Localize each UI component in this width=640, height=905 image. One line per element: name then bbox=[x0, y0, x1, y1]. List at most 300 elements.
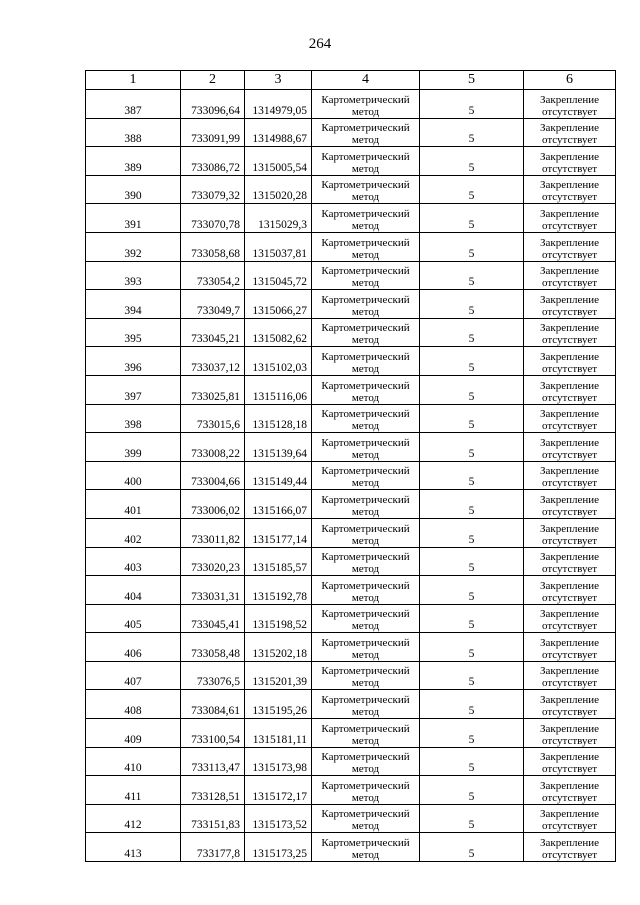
method-line-1: Картометрический bbox=[321, 150, 410, 163]
fixing-cell bbox=[524, 490, 616, 519]
y-coordinate: 1315139,64 bbox=[245, 433, 312, 462]
method-line-2: метод bbox=[351, 477, 380, 490]
x-coordinate: 733004,66 bbox=[181, 461, 245, 490]
fixing-cell bbox=[524, 661, 616, 690]
y-coordinate: 1315037,81 bbox=[245, 232, 312, 261]
fixing-cell bbox=[524, 175, 616, 204]
method-line-1: Картометрический bbox=[321, 293, 410, 306]
fixing-cell bbox=[524, 633, 616, 662]
table-row bbox=[86, 433, 616, 462]
method-line-2: метод bbox=[351, 162, 380, 175]
fixing-line-1: Закрепление bbox=[539, 808, 600, 821]
table-row bbox=[86, 747, 616, 776]
table-row bbox=[86, 604, 616, 633]
method-line-2: метод bbox=[351, 706, 380, 719]
fixing-line-1: Закрепление bbox=[539, 465, 600, 478]
fixing-cell bbox=[524, 375, 616, 404]
x-coordinate: 733045,41 bbox=[181, 604, 245, 633]
method-line-2: метод bbox=[351, 534, 380, 547]
method-cell bbox=[312, 490, 420, 519]
fixing-line-1: Закрепление bbox=[539, 408, 600, 421]
method-line-2: метод bbox=[351, 677, 380, 690]
column-header-5: 5 bbox=[420, 71, 524, 90]
method-cell bbox=[312, 347, 420, 376]
method-line-2: метод bbox=[351, 420, 380, 433]
fixing-line-2: отсутствует bbox=[541, 677, 598, 690]
accuracy-value: 5 bbox=[420, 118, 524, 147]
table-row bbox=[86, 318, 616, 347]
method-line-2: метод bbox=[351, 334, 380, 347]
method-line-2: метод bbox=[351, 248, 380, 261]
method-line-1: Картометрический bbox=[321, 207, 410, 220]
method-line-1: Картометрический bbox=[321, 236, 410, 249]
fixing-line-2: отсутствует bbox=[541, 191, 598, 204]
fixing-cell bbox=[524, 433, 616, 462]
y-coordinate: 1315181,11 bbox=[245, 719, 312, 748]
table-row bbox=[86, 776, 616, 805]
table-row bbox=[86, 375, 616, 404]
y-coordinate: 1315005,54 bbox=[245, 147, 312, 176]
point-number: 387 bbox=[86, 90, 181, 119]
x-coordinate: 733015,6 bbox=[181, 404, 245, 433]
method-line-2: метод bbox=[351, 648, 380, 661]
y-coordinate: 1315173,52 bbox=[245, 804, 312, 833]
fixing-line-1: Закрепление bbox=[539, 493, 600, 506]
method-line-1: Картометрический bbox=[321, 436, 410, 449]
accuracy-value: 5 bbox=[420, 833, 524, 862]
point-number: 390 bbox=[86, 175, 181, 204]
y-coordinate: 1315192,78 bbox=[245, 576, 312, 605]
fixing-cell bbox=[524, 147, 616, 176]
table-row bbox=[86, 461, 616, 490]
method-cell bbox=[312, 290, 420, 319]
method-cell bbox=[312, 90, 420, 119]
x-coordinate: 733037,12 bbox=[181, 347, 245, 376]
fixing-line-1: Закрепление bbox=[539, 207, 600, 220]
fixing-line-1: Закрепление bbox=[539, 93, 600, 106]
method-line-1: Картометрический bbox=[321, 122, 410, 135]
fixing-line-1: Закрепление bbox=[539, 350, 600, 363]
method-line-1: Картометрический bbox=[321, 551, 410, 564]
x-coordinate: 733100,54 bbox=[181, 719, 245, 748]
point-number: 395 bbox=[86, 318, 181, 347]
column-header-6: 6 bbox=[524, 71, 616, 90]
fixing-line-2: отсутствует bbox=[541, 134, 598, 147]
accuracy-value: 5 bbox=[420, 633, 524, 662]
method-cell bbox=[312, 804, 420, 833]
accuracy-value: 5 bbox=[420, 433, 524, 462]
y-coordinate: 1315102,03 bbox=[245, 347, 312, 376]
x-coordinate: 733058,48 bbox=[181, 633, 245, 662]
fixing-cell bbox=[524, 833, 616, 862]
point-number: 413 bbox=[86, 833, 181, 862]
method-line-2: метод bbox=[351, 791, 380, 804]
y-coordinate: 1315166,07 bbox=[245, 490, 312, 519]
fixing-line-2: отсутствует bbox=[541, 277, 598, 290]
fixing-cell bbox=[524, 547, 616, 576]
y-coordinate: 1315045,72 bbox=[245, 261, 312, 290]
fixing-line-2: отсутствует bbox=[541, 791, 598, 804]
fixing-cell bbox=[524, 576, 616, 605]
fixing-line-2: отсутствует bbox=[541, 849, 598, 862]
table-row bbox=[86, 690, 616, 719]
y-coordinate: 1315173,98 bbox=[245, 747, 312, 776]
x-coordinate: 733070,78 bbox=[181, 204, 245, 233]
table-row bbox=[86, 261, 616, 290]
method-line-2: метод bbox=[351, 505, 380, 518]
fixing-line-1: Закрепление bbox=[539, 293, 600, 306]
table-row bbox=[86, 290, 616, 319]
fixing-line-2: отсутствует bbox=[541, 248, 598, 261]
x-coordinate: 733177,8 bbox=[181, 833, 245, 862]
method-cell bbox=[312, 318, 420, 347]
method-line-1: Картометрический bbox=[321, 694, 410, 707]
table-row bbox=[86, 719, 616, 748]
method-line-2: метод bbox=[351, 763, 380, 776]
method-line-1: Картометрический bbox=[321, 322, 410, 335]
y-coordinate: 1315195,26 bbox=[245, 690, 312, 719]
method-line-1: Картометрический bbox=[321, 636, 410, 649]
fixing-line-2: отсутствует bbox=[541, 534, 598, 547]
fixing-cell bbox=[524, 232, 616, 261]
fixing-cell bbox=[524, 404, 616, 433]
method-cell bbox=[312, 404, 420, 433]
method-cell bbox=[312, 232, 420, 261]
accuracy-value: 5 bbox=[420, 290, 524, 319]
fixing-line-1: Закрепление bbox=[539, 636, 600, 649]
fixing-cell bbox=[524, 461, 616, 490]
accuracy-value: 5 bbox=[420, 518, 524, 547]
x-coordinate: 733091,99 bbox=[181, 118, 245, 147]
page-number: 264 bbox=[308, 36, 332, 52]
method-cell bbox=[312, 633, 420, 662]
method-line-1: Картометрический bbox=[321, 808, 410, 821]
fixing-cell bbox=[524, 347, 616, 376]
method-cell bbox=[312, 518, 420, 547]
point-number: 392 bbox=[86, 232, 181, 261]
fixing-line-2: отсутствует bbox=[541, 734, 598, 747]
column-header-2: 2 bbox=[181, 71, 245, 90]
fixing-line-2: отсутствует bbox=[541, 563, 598, 576]
method-cell bbox=[312, 690, 420, 719]
accuracy-value: 5 bbox=[420, 90, 524, 119]
point-number: 398 bbox=[86, 404, 181, 433]
fixing-line-2: отсутствует bbox=[541, 448, 598, 461]
point-number: 407 bbox=[86, 661, 181, 690]
fixing-line-2: отсутствует bbox=[541, 219, 598, 232]
x-coordinate: 733084,61 bbox=[181, 690, 245, 719]
table-row bbox=[86, 404, 616, 433]
coordinates-table bbox=[85, 70, 616, 862]
x-coordinate: 733113,47 bbox=[181, 747, 245, 776]
accuracy-value: 5 bbox=[420, 375, 524, 404]
accuracy-value: 5 bbox=[420, 232, 524, 261]
table-row bbox=[86, 90, 616, 119]
x-coordinate: 733076,5 bbox=[181, 661, 245, 690]
y-coordinate: 1315173,25 bbox=[245, 833, 312, 862]
fixing-cell bbox=[524, 690, 616, 719]
y-coordinate: 1315201,39 bbox=[245, 661, 312, 690]
method-line-2: метод bbox=[351, 305, 380, 318]
y-coordinate: 1315116,06 bbox=[245, 375, 312, 404]
y-coordinate: 1315128,18 bbox=[245, 404, 312, 433]
method-cell bbox=[312, 576, 420, 605]
x-coordinate: 733058,68 bbox=[181, 232, 245, 261]
fixing-cell bbox=[524, 518, 616, 547]
fixing-line-2: отсутствует bbox=[541, 334, 598, 347]
accuracy-value: 5 bbox=[420, 690, 524, 719]
fixing-cell bbox=[524, 719, 616, 748]
fixing-line-1: Закрепление bbox=[539, 122, 600, 135]
column-header-1: 1 bbox=[86, 71, 181, 90]
method-line-1: Картометрический bbox=[321, 493, 410, 506]
point-number: 405 bbox=[86, 604, 181, 633]
y-coordinate: 1315185,57 bbox=[245, 547, 312, 576]
accuracy-value: 5 bbox=[420, 490, 524, 519]
header-row bbox=[86, 71, 616, 90]
fixing-line-1: Закрепление bbox=[539, 522, 600, 535]
table-row bbox=[86, 833, 616, 862]
x-coordinate: 733128,51 bbox=[181, 776, 245, 805]
method-line-1: Картометрический bbox=[321, 408, 410, 421]
x-coordinate: 733020,23 bbox=[181, 547, 245, 576]
point-number: 393 bbox=[86, 261, 181, 290]
point-number: 409 bbox=[86, 719, 181, 748]
y-coordinate: 1315202,18 bbox=[245, 633, 312, 662]
table-row bbox=[86, 576, 616, 605]
table-row bbox=[86, 518, 616, 547]
fixing-cell bbox=[524, 604, 616, 633]
accuracy-value: 5 bbox=[420, 576, 524, 605]
y-coordinate: 1314979,05 bbox=[245, 90, 312, 119]
fixing-line-2: отсутствует bbox=[541, 763, 598, 776]
point-number: 412 bbox=[86, 804, 181, 833]
method-line-2: метод bbox=[351, 591, 380, 604]
point-number: 400 bbox=[86, 461, 181, 490]
accuracy-value: 5 bbox=[420, 747, 524, 776]
fixing-line-2: отсутствует bbox=[541, 706, 598, 719]
x-coordinate: 733096,64 bbox=[181, 90, 245, 119]
accuracy-value: 5 bbox=[420, 175, 524, 204]
method-cell bbox=[312, 261, 420, 290]
table-row bbox=[86, 804, 616, 833]
table-row bbox=[86, 490, 616, 519]
method-cell bbox=[312, 661, 420, 690]
method-line-2: метод bbox=[351, 362, 380, 375]
table-row bbox=[86, 547, 616, 576]
fixing-line-1: Закрепление bbox=[539, 236, 600, 249]
fixing-line-1: Закрепление bbox=[539, 379, 600, 392]
method-line-1: Картометрический bbox=[321, 93, 410, 106]
y-coordinate: 1315029,3 bbox=[245, 204, 312, 233]
y-coordinate: 1315198,52 bbox=[245, 604, 312, 633]
accuracy-value: 5 bbox=[420, 261, 524, 290]
fixing-line-2: отсутствует bbox=[541, 391, 598, 404]
accuracy-value: 5 bbox=[420, 547, 524, 576]
fixing-line-2: отсутствует bbox=[541, 820, 598, 833]
method-line-2: метод bbox=[351, 734, 380, 747]
method-line-1: Картометрический bbox=[321, 579, 410, 592]
method-cell bbox=[312, 375, 420, 404]
method-cell bbox=[312, 461, 420, 490]
table-header bbox=[86, 71, 616, 90]
method-cell bbox=[312, 118, 420, 147]
point-number: 394 bbox=[86, 290, 181, 319]
point-number: 389 bbox=[86, 147, 181, 176]
y-coordinate: 1315082,62 bbox=[245, 318, 312, 347]
fixing-cell bbox=[524, 118, 616, 147]
fixing-line-2: отсутствует bbox=[541, 162, 598, 175]
method-line-2: метод bbox=[351, 134, 380, 147]
method-line-1: Картометрический bbox=[321, 179, 410, 192]
accuracy-value: 5 bbox=[420, 404, 524, 433]
fixing-line-1: Закрепление bbox=[539, 665, 600, 678]
method-line-2: метод bbox=[351, 849, 380, 862]
method-line-2: метод bbox=[351, 448, 380, 461]
method-line-2: метод bbox=[351, 191, 380, 204]
table-row bbox=[86, 232, 616, 261]
method-line-1: Картометрический bbox=[321, 722, 410, 735]
x-coordinate: 733031,31 bbox=[181, 576, 245, 605]
method-cell bbox=[312, 433, 420, 462]
fixing-line-1: Закрепление bbox=[539, 265, 600, 278]
fixing-line-2: отсутствует bbox=[541, 305, 598, 318]
x-coordinate: 733054,2 bbox=[181, 261, 245, 290]
method-cell bbox=[312, 719, 420, 748]
point-number: 408 bbox=[86, 690, 181, 719]
table-body bbox=[86, 90, 616, 862]
accuracy-value: 5 bbox=[420, 318, 524, 347]
point-number: 391 bbox=[86, 204, 181, 233]
accuracy-value: 5 bbox=[420, 661, 524, 690]
x-coordinate: 733006,02 bbox=[181, 490, 245, 519]
accuracy-value: 5 bbox=[420, 804, 524, 833]
y-coordinate: 1315177,14 bbox=[245, 518, 312, 547]
method-line-1: Картометрический bbox=[321, 350, 410, 363]
fixing-line-2: отсутствует bbox=[541, 105, 598, 118]
method-cell bbox=[312, 547, 420, 576]
table-row bbox=[86, 633, 616, 662]
accuracy-value: 5 bbox=[420, 147, 524, 176]
column-header-4: 4 bbox=[312, 71, 420, 90]
fixing-line-2: отсутствует bbox=[541, 620, 598, 633]
fixing-line-2: отсутствует bbox=[541, 362, 598, 375]
accuracy-value: 5 bbox=[420, 204, 524, 233]
point-number: 401 bbox=[86, 490, 181, 519]
column-header-3: 3 bbox=[245, 71, 312, 90]
y-coordinate: 1314988,67 bbox=[245, 118, 312, 147]
method-cell bbox=[312, 175, 420, 204]
fixing-line-1: Закрепление bbox=[539, 179, 600, 192]
fixing-line-1: Закрепление bbox=[539, 551, 600, 564]
fixing-line-2: отсутствует bbox=[541, 591, 598, 604]
table-row bbox=[86, 147, 616, 176]
fixing-line-2: отсутствует bbox=[541, 477, 598, 490]
accuracy-value: 5 bbox=[420, 604, 524, 633]
accuracy-value: 5 bbox=[420, 461, 524, 490]
fixing-cell bbox=[524, 804, 616, 833]
method-line-1: Картометрический bbox=[321, 751, 410, 764]
method-cell bbox=[312, 776, 420, 805]
y-coordinate: 1315149,44 bbox=[245, 461, 312, 490]
x-coordinate: 733045,21 bbox=[181, 318, 245, 347]
method-cell bbox=[312, 147, 420, 176]
table-row bbox=[86, 347, 616, 376]
fixing-line-1: Закрепление bbox=[539, 322, 600, 335]
method-line-2: метод bbox=[351, 277, 380, 290]
point-number: 406 bbox=[86, 633, 181, 662]
point-number: 397 bbox=[86, 375, 181, 404]
fixing-line-1: Закрепление bbox=[539, 694, 600, 707]
table-row bbox=[86, 661, 616, 690]
fixing-cell bbox=[524, 90, 616, 119]
method-line-1: Картометрический bbox=[321, 265, 410, 278]
method-line-2: метод bbox=[351, 563, 380, 576]
method-cell bbox=[312, 604, 420, 633]
method-line-2: метод bbox=[351, 391, 380, 404]
method-line-1: Картометрический bbox=[321, 379, 410, 392]
fixing-line-1: Закрепление bbox=[539, 436, 600, 449]
fixing-line-2: отсутствует bbox=[541, 420, 598, 433]
method-line-1: Картометрический bbox=[321, 665, 410, 678]
method-line-1: Картометрический bbox=[321, 465, 410, 478]
fixing-cell bbox=[524, 776, 616, 805]
method-line-1: Картометрический bbox=[321, 837, 410, 850]
method-line-1: Картометрический bbox=[321, 779, 410, 792]
accuracy-value: 5 bbox=[420, 776, 524, 805]
fixing-line-2: отсутствует bbox=[541, 505, 598, 518]
fixing-cell bbox=[524, 290, 616, 319]
x-coordinate: 733079,32 bbox=[181, 175, 245, 204]
point-number: 410 bbox=[86, 747, 181, 776]
fixing-line-1: Закрепление bbox=[539, 150, 600, 163]
point-number: 396 bbox=[86, 347, 181, 376]
method-line-2: метод bbox=[351, 105, 380, 118]
fixing-line-2: отсутствует bbox=[541, 648, 598, 661]
method-line-1: Картометрический bbox=[321, 608, 410, 621]
x-coordinate: 733086,72 bbox=[181, 147, 245, 176]
method-line-2: метод bbox=[351, 219, 380, 232]
fixing-cell bbox=[524, 204, 616, 233]
accuracy-value: 5 bbox=[420, 719, 524, 748]
fixing-line-1: Закрепление bbox=[539, 779, 600, 792]
x-coordinate: 733151,83 bbox=[181, 804, 245, 833]
y-coordinate: 1315020,28 bbox=[245, 175, 312, 204]
fixing-line-1: Закрепление bbox=[539, 608, 600, 621]
method-cell bbox=[312, 204, 420, 233]
y-coordinate: 1315066,27 bbox=[245, 290, 312, 319]
x-coordinate: 733008,22 bbox=[181, 433, 245, 462]
point-number: 403 bbox=[86, 547, 181, 576]
method-line-2: метод bbox=[351, 620, 380, 633]
point-number: 388 bbox=[86, 118, 181, 147]
table-row bbox=[86, 175, 616, 204]
point-number: 404 bbox=[86, 576, 181, 605]
method-line-2: метод bbox=[351, 820, 380, 833]
x-coordinate: 733011,82 bbox=[181, 518, 245, 547]
fixing-cell bbox=[524, 318, 616, 347]
fixing-cell bbox=[524, 261, 616, 290]
method-cell bbox=[312, 833, 420, 862]
method-line-1: Картометрический bbox=[321, 522, 410, 535]
x-coordinate: 733049,7 bbox=[181, 290, 245, 319]
x-coordinate: 733025,81 bbox=[181, 375, 245, 404]
table-row bbox=[86, 118, 616, 147]
point-number: 399 bbox=[86, 433, 181, 462]
table-row bbox=[86, 204, 616, 233]
y-coordinate: 1315172,17 bbox=[245, 776, 312, 805]
point-number: 402 bbox=[86, 518, 181, 547]
